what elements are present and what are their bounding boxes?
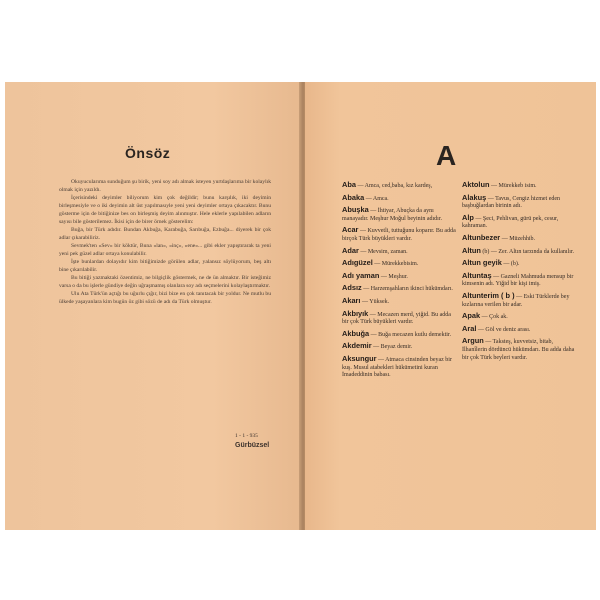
entry-headword: Altuntaş xyxy=(462,270,492,280)
entry-definition: — Mecazen merd, yiğid. Bu adda bir çok Türk büyükleri vardır. xyxy=(342,311,451,326)
preface-text xyxy=(59,178,271,306)
entry-definition: — Kuvvetli, tuttuğunu koparır. Bu adda birçok Türk büyükleri vardır. xyxy=(342,228,456,242)
entry-definition: — (b). xyxy=(503,261,520,268)
dictionary-entry xyxy=(462,234,577,244)
entry-definition: — Harzemşahların ikinci hükümdarı. xyxy=(363,286,453,293)
dictionary-entry xyxy=(462,312,577,322)
dictionary-entry xyxy=(342,194,457,204)
preface-paragraph: Okuyucularıma sunduğum şu birik, yeni soy adı almak isteyen yurtdaşlarıma bir kolaylık olmak için yazıldı. xyxy=(59,179,271,193)
dictionary-column-2 xyxy=(462,181,577,365)
entry-headword: Altun xyxy=(462,245,481,255)
dictionary-entry xyxy=(462,259,577,269)
entry-definition: — Taksteş, kuvvetsiz, bitab, İlhanîlerin dördüncü hükümdarı. Bu adda daha bir çok Türk beyleri vardır. xyxy=(462,339,575,361)
right-page xyxy=(305,82,596,530)
entry-definition: — Meşhur. xyxy=(380,273,408,280)
entry-definition: — Gazneli Mahmuda mensup bir kimsenin adı. Yiğid bir kişi imiş. xyxy=(462,273,574,288)
entry-headword: Adıgüzel xyxy=(342,258,373,268)
dictionary-column-1 xyxy=(342,181,457,383)
entry-headword: Alakuş xyxy=(462,192,487,202)
entry-definition: — Mevsim, zaman. xyxy=(360,248,408,255)
dictionary-entry xyxy=(462,292,577,309)
entry-definition: — Buğa mecazen kutlu demektir. xyxy=(370,331,452,338)
entry-headword: Argun xyxy=(462,336,484,346)
dictionary-entry xyxy=(462,214,577,231)
entry-definition: — Beyaz demir. xyxy=(373,344,413,351)
entry-definition: (b) — Zer. Altın tarzında da kullanılır. xyxy=(482,248,575,255)
dictionary-entry xyxy=(462,194,577,211)
entry-headword: Adsız xyxy=(342,283,362,293)
entry-headword: Altunterim ( b ) xyxy=(462,290,515,300)
dictionary-entry xyxy=(462,337,577,362)
entry-definition: — Yüksek. xyxy=(362,298,390,305)
preface-paragraph: Buğa, bir Türk adıdır. Bundan Akbuğa, Karabuğa, Sarıbuğa, Ezbuğa... diyerek bir çok adlar çıkarabiliriz. xyxy=(59,227,271,241)
dictionary-entry xyxy=(462,325,577,335)
left-page xyxy=(5,82,301,530)
dictionary-entry xyxy=(462,181,577,191)
dictionary-entry xyxy=(342,297,457,307)
entry-headword: Adar xyxy=(342,245,359,255)
dictionary-entry xyxy=(342,355,457,380)
dictionary-entry xyxy=(342,247,457,257)
author-name: Gürbüzsel xyxy=(235,442,270,449)
preface-paragraph: İçerisindeki deyimler biliyorum kim çok değildir; bunu karşılık, iki deyimin birleşmesiyle ve o iki deyimin alt üst yapılmasıyle yeni yeni deyimler ortaya çıkacaktır. Bunu gösterme için de bitiğinize bes on birleşmiş deyim alınmıştır. Hele eklerle yapılabilen adların sayısı bile gösterilemez. İkisi için de birer örnek gösterelim: xyxy=(59,195,271,225)
entry-headword: Aktolun xyxy=(462,180,490,189)
entry-definition: — Müzehhib. xyxy=(501,235,536,242)
dictionary-entry xyxy=(462,272,577,289)
entry-headword: Akbuğa xyxy=(342,328,370,338)
entry-headword: Akarı xyxy=(342,295,361,305)
entry-definition: — Tavus, Cengiz hizmet eden başbuğlardan birinin adı. xyxy=(462,195,561,210)
preface-paragraph: Ulu Ata Türk'ün açtığı bu uğurlu çığır, bizi bize en çok tanıtacak bir yoldur. Ne mutlu bu ülkede yaşayanlara kim bugün öz gibi sözü de adı da Türk olmuştur. xyxy=(59,291,271,305)
entry-headword: Altun geyik xyxy=(462,258,502,268)
entry-definition: — Mürekkebisim. xyxy=(374,261,419,268)
dictionary-entry xyxy=(342,226,457,243)
dictionary-entry xyxy=(342,259,457,269)
entry-headword: Aksungur xyxy=(342,353,377,363)
entry-headword: Akdemir xyxy=(342,341,372,351)
entry-definition: — Göl ve deniz arası. xyxy=(477,326,531,333)
signature-block xyxy=(235,432,295,450)
dictionary-entry xyxy=(342,272,457,282)
dictionary-entry xyxy=(342,181,457,191)
page-title: Önsöz xyxy=(125,145,171,161)
preface-paragraph: Sevmek'ten «Sev» bir köktür, Buna «lan», «inç», «ene»... gibi ekler yapıştırarak ta yeni yeni pek güzel adlar ortaya konulabilir. xyxy=(59,243,271,257)
entry-definition: — Amca. xyxy=(365,195,389,202)
dictionary-entry xyxy=(342,310,457,327)
entry-headword: Altunbezer xyxy=(462,232,501,242)
entry-headword: Abaka xyxy=(342,192,365,202)
preface-date: 1 - 1 - 935 xyxy=(235,433,258,439)
entry-headword: Abuşka xyxy=(342,205,369,215)
entry-headword: Acar xyxy=(342,225,359,235)
preface-paragraph: Bu bitiği yazmaktaki özentimiz, ne bilgiçlik göstermek, ne de ün almaktır. Bir isteğimiz varsa o da bu işlerle gündiye değin uğraşmamış olanlara soy adı seçmelerini kolaylaştırmaktır. xyxy=(59,275,271,289)
entry-definition: — Amca, ced,baba, kız kardeş, xyxy=(357,183,433,189)
section-letter: A xyxy=(436,140,457,171)
entry-headword: Aba xyxy=(342,180,356,189)
dictionary-entry xyxy=(342,330,457,340)
entry-definition: — Eski Türklerde bey kızlarına verilen bir adar. xyxy=(462,293,570,308)
entry-definition: — Mürekkeb isim. xyxy=(491,183,537,189)
dictionary-entry xyxy=(342,206,457,223)
entry-headword: Aral xyxy=(462,323,477,333)
dictionary-entry xyxy=(462,247,577,257)
entry-definition: — Şeci, Pehlivan, gürü pek, cesur, kahraman. xyxy=(462,215,559,230)
entry-headword: Alp xyxy=(462,212,474,222)
dictionary-entry xyxy=(342,342,457,352)
entry-definition: — İhtiyar, Abuçka da aynı manayadır. Meşhur Moğul beyinin adıdır. xyxy=(342,208,442,222)
entry-headword: Apak xyxy=(462,311,481,321)
entry-definition: — Atmaca cinsinden beyaz bir kuş. Musul atabekleri hükümetini kuran İmadeddinin babası. xyxy=(342,356,452,379)
dictionary-entry xyxy=(342,284,457,294)
entry-headword: Akbıyık xyxy=(342,308,369,318)
open-book xyxy=(5,82,596,530)
entry-definition: — Çok ak. xyxy=(481,314,508,321)
entry-headword: Adı yaman xyxy=(342,270,380,280)
preface-paragraph: İşte bunlardan dolayıdır kim bitiğimizde görülen adlar, yalansız söylüyorum, beş altı bine çıkarılabilir. xyxy=(59,259,271,273)
